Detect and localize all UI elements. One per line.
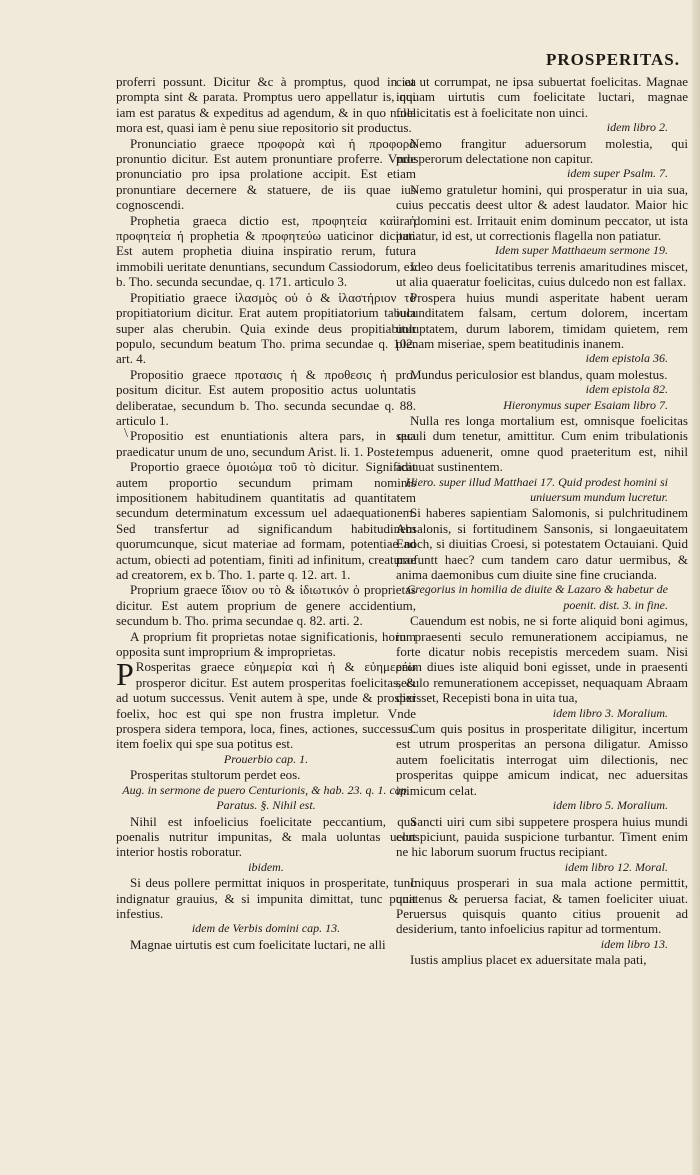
paragraph: proferri possunt. Dicitur &c à promptus, quod in ea prompta sint & parata. Promptus uero appellatur is, qui iam est paratus & expeditus ad agendum, & in quo nulla mora est, quasi iam è penu siue repositorio sit productus. bbox=[116, 74, 416, 136]
paragraph: Mundus periculosior est blandus, quam molestus. bbox=[410, 366, 668, 382]
paragraph: Propositio graece προτασις ἡ & προθεσις ἡ pro. positum dicitur. Est autem propositio actus uoluntatis deliberatae, secundum b. Tho. secunda secundae q. 88. articulo 1. bbox=[116, 366, 416, 428]
margin-bracket-mark: \ bbox=[124, 426, 128, 441]
paragraph: Prophetia graeca dictio est, προφητεία καὶ ἡ προφητεία ή prophetia & προφητεύω uaticinor dicitur. Est autem prophetia diuina inspiratio rerum, futura immobili ueritate denuntians, secundum Cassiodorum, ex b. Tho. secunda secundae, q. 171. articulo 3. bbox=[116, 212, 416, 290]
citation: idem epistola 36. bbox=[585, 351, 668, 366]
running-title: PROSPERITAS. bbox=[545, 50, 680, 69]
citation: idem de Verbis domini cap. 13. bbox=[191, 921, 341, 936]
right-column bbox=[396, 74, 688, 968]
paragraph: Nihil est infoelicius foelicitate peccantium, qua poenalis nutritur impunitas, & mala uoluntas uelut interior hostis roboratur. bbox=[116, 813, 416, 860]
paragraph: Propositio est enuntiationis altera pars, in qua praedicatur unum de uno, secundum Arist. li. 1. Poste. bbox=[116, 428, 416, 459]
paragraph: Si deus pollere permittat iniquos in prosperitate, tunc indignatur grauius, & si impunita dimittat, tunc punit infestius. bbox=[116, 875, 416, 921]
paragraph: Prosperitas stultorum perdet eos. bbox=[130, 767, 301, 783]
paragraph: Magnae uirtutis est cum foelicitate luctari, ne alli bbox=[130, 936, 386, 952]
paragraph: Si haberes sapientiam Salomonis, si pulchritudinem Absalonis, si fortitudinem Sansonis, si longaeuitatem Enoch, si diuitias Croesi, si potestatem Octauiani. Quid profuntt haec? cum tandem caro datur uermibus, & anima daemonibus cum diuite sine fine crucianda. bbox=[396, 505, 688, 582]
citation: idem libro 5. Moralium. bbox=[552, 798, 668, 813]
paragraph: Prospera huius mundi asperitate habent ueram iucunditatem falsam, certum dolorem, incertam uoluptatem, durum laborem, timidam quietem, rem plenam miseriae, spem beatitudinis inanem. bbox=[396, 289, 688, 351]
citation: idem libro 12. Moral. bbox=[564, 859, 668, 874]
paragraph: Nulla res longa mortalium est, omnisque foelicitas seculi dum tenetur, amittitur. Cum enim tribulationis tempus aduenerit, omne quod praeteritum est, nihil adiuuat sustinentem. bbox=[396, 412, 688, 475]
paragraph: Cauendum est nobis, ne si forte aliquid boni agimus, in praesenti seculo remunerationem accipiamus, ne forte dicatur nobis recepistis mercedem suam. Nisi enim diues iste aliquid boni egisset, unde in praesenti seculo remunerationem accepisset, nequaquam Abraam dixisset, Recepisti bona in uita tua, bbox=[396, 613, 688, 706]
paragraph: Nemo frangitur aduersorum molestia, qui prosperorum delectatione non capitur. bbox=[396, 135, 688, 167]
paragraph: Pronunciatio graece προφορὰ καὶ ἡ προφορὰ pronuntio dicitur. Est autem pronuntiare proferre. Vnde pronunciatio pro ipsa prolatione accipit. Est etiam pronuntiare decernere & statuere, de iis quae ius cognoscendi. bbox=[116, 135, 416, 213]
citation: idem super Psalm. 7. bbox=[567, 166, 668, 181]
left-column bbox=[116, 74, 416, 952]
citation: idem libro 2. bbox=[606, 120, 668, 135]
drop-cap: P bbox=[116, 656, 134, 693]
citation: Hieronymus super Esaiam libro 7. bbox=[503, 397, 668, 412]
paragraph-text: Rosperitas graece εὐημερία καὶ ἡ & εὐημερέω prosperor dicitur. Est autem prosperitas foelicitas, & ad uotum successus. Venit autem à spe, unde & prosper foelix, hoc est qui spe non frustra impletur. Vnde prospera sidera tempora, loca, fines, actiones, successus. item foelix qui spe sua potitus est. bbox=[116, 659, 416, 752]
entry-paragraph bbox=[116, 656, 416, 752]
paragraph: Iustis amplius placet ex aduersitate mala pati, bbox=[410, 952, 647, 968]
citation: idem epistola 82. bbox=[585, 382, 668, 397]
paragraph: Proprium graece ἴδιον ου τὸ & ἰδιωτικόν ὁ proprietas dicitur. Est autem proprium de genere accidentium, secundum b. Tho. prima secundae q. 82. arti. 2. bbox=[116, 582, 416, 629]
citation: Gregorius in homilia de diuite & Lazaro & habetur de poenit. dist. 3. in fine. bbox=[406, 582, 668, 612]
citation: idem libro 3. Moralium. bbox=[552, 705, 668, 720]
paragraph: Cum quis positus in prosperitate diligitur, incertum est utrum prosperitas an persona diligatur. Amisso autem foelicitatis interrogat uim dilectionis, nec prosperitas quippe amicum indicat, nec aduersitas inimicum celat. bbox=[396, 721, 688, 798]
paragraph: Proportio graece ὁμοιώμα τοῦ τὸ dicitur. Significat autem proportio secundum primam nominis impositionem habitudinem quantitatis ad quantitatem secundum determinatum excessum uel adaequationem. Sed transfertur ad significandum habitudinem quorumcunque, sicut materiae ad formam, potentiae ad actum, obiecti ad potentiam, finiti ad infinitum, creaturae ad creatorem, ex b. Tho. 1. parte q. 12. art. 1. bbox=[116, 459, 416, 582]
paragraph: Ideo deus foelicitatibus terrenis amaritudines miscet, ut alia quaeratur foelicitas, cuius dulcedo non est fallax. bbox=[396, 258, 688, 290]
paragraph: A proprium fit proprietas notae significationis, horum opposita sunt improprium & improprietas. bbox=[116, 628, 416, 660]
page-edge bbox=[692, 0, 700, 1175]
paragraph: Sancti uiri cum sibi suppetere prospera huius mundi conspiciunt, pauida suspicione turbantur. Timent enim ne hic laborum suorum fructus recipiant. bbox=[396, 813, 688, 860]
citation: Hiero. super illud Matthaei 17. Quid prodest homini si uniuersum mundum lucretur. bbox=[405, 474, 668, 504]
citation: ibidem. bbox=[248, 859, 284, 874]
citation: idem libro 13. bbox=[600, 936, 668, 951]
paragraph: Iniquus prosperari in sua mala actione permittit, quatenus & peruersa faciat, & tamen foeliciter uiuat. Peruersus quisquis quanto citius prouenit ad desiderium, tanto infoelicius rapitur ad tormentum. bbox=[396, 875, 688, 937]
citation: Idem super Matthaeum sermone 19. bbox=[495, 243, 668, 258]
paragraph: ciat ut corrumpat, ne ipsa subuertat foelicitas. Magnae inquam uirtutis cum foelicitate luctari, magnae foelicitatis est à foelicitate non uinci. bbox=[396, 74, 688, 120]
citation: Aug. in sermone de puero Centurionis, & hab. 23. q. 1. cap. Paratus. §. Nihil est. bbox=[122, 782, 410, 813]
paragraph: Propitiatio graece ἱλασμὸς οὐ ὁ & ἱλαστήριον τὸ propitiatorium dicitur. Erat autem propitiatorium tabula super alas cherubin. Quia exinde deus propitiabitur populo, secundum beatum Tho. prima secundae q. 102. art. 4. bbox=[116, 289, 416, 367]
paragraph: Nemo gratuletur homini, qui prosperatur in uia sua, cuius peccatis deest ultor & adest laudator. Maior hic ira domini est. Irritauit enim dominum peccator, ut ista patiatur, id est, ut correctionis flagella non patiatur. bbox=[396, 181, 688, 244]
citation: Prouerbio cap. 1. bbox=[223, 751, 309, 766]
